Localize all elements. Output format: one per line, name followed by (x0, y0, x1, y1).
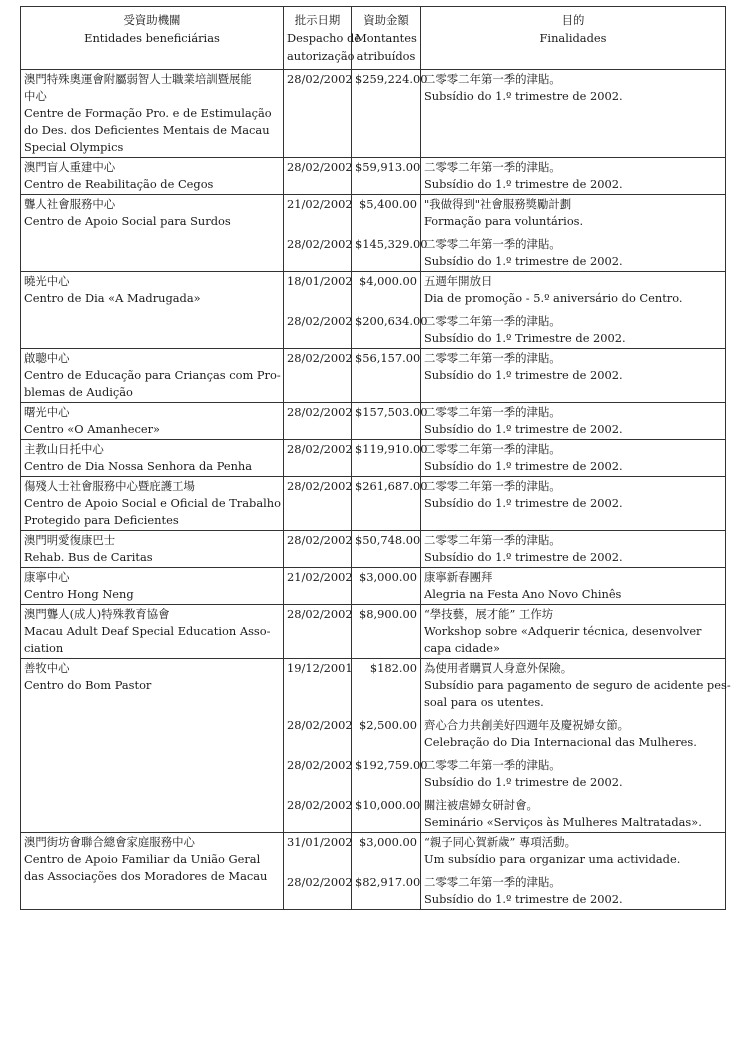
entity-cell (21, 568, 284, 605)
amount-cell (352, 568, 421, 605)
date-cell (284, 531, 352, 568)
entity-cell (21, 403, 284, 440)
blank-line (287, 330, 348, 347)
amount-cell (352, 659, 428, 833)
purpose-zh: 二零零二年第一季的津貼。 (424, 237, 561, 251)
purpose-pt: Subsídio do 1.º trimestre de 2002. (424, 89, 623, 103)
blank-line (287, 586, 348, 603)
header-amount-pt2: atribuídos (356, 49, 416, 63)
header-purpose-pt: Finalidades (539, 31, 607, 45)
purpose-cell (421, 272, 726, 349)
table-row (21, 349, 726, 403)
grant-amount: $4,000.00 (359, 274, 417, 288)
purpose-pt: Subsídio do 1.º trimestre de 2002. (424, 459, 623, 473)
blank-line (355, 213, 417, 230)
table-body (21, 70, 731, 910)
date-cell (284, 195, 352, 272)
grant-date: 28/02/2002 (287, 72, 353, 86)
purpose-pt: Alegria na Festa Ano Novo Chinês (424, 587, 622, 601)
date-cell (284, 833, 352, 910)
amount-cell (352, 195, 428, 272)
entity-line: 傷殘人士社會服務中心暨庇護工場 (24, 479, 195, 493)
blank-line (355, 694, 417, 711)
header-entities-pt: Entidades beneficiárias (84, 31, 220, 45)
entity-cell (21, 349, 284, 403)
purpose-cell (421, 195, 726, 272)
header-date (284, 7, 362, 70)
purpose-zh: 二零零二年第一季的津貼。 (424, 351, 561, 365)
grant-amount: $8,900.00 (359, 607, 417, 621)
entity-cell (21, 833, 284, 910)
table-row (21, 195, 726, 272)
blank-line (355, 623, 417, 640)
date-cell (284, 158, 352, 195)
entity-line: 曉光中心 (24, 274, 70, 288)
purpose-zh: “親子同心賀新歲” 專項活動。 (424, 835, 576, 849)
grant-date: 21/02/2002 (287, 570, 353, 584)
entity-line: 澳門街坊會聯合總會家庭服務中心 (24, 835, 195, 849)
entity-line: Centro de Reabilitação de Cegos (24, 177, 214, 191)
blank-line (355, 774, 417, 791)
blank-line (287, 694, 348, 711)
grant-amount: $259,224.00 (355, 72, 428, 86)
grant-amount: $82,917.00 (355, 875, 421, 889)
amount-cell (352, 158, 421, 195)
entity-line: 主教山日托中心 (24, 442, 104, 456)
blank-line (355, 88, 417, 105)
blank-line (287, 640, 348, 657)
entity-cell (21, 440, 284, 477)
grant-date: 28/02/2002 (287, 442, 353, 456)
purpose-cell (421, 531, 726, 568)
blank-line (355, 176, 417, 193)
amount-cell (352, 833, 421, 910)
blank-line (287, 734, 348, 751)
amount-cell (352, 531, 421, 568)
table-row (21, 605, 726, 659)
grant-amount: $200,634.00 (355, 314, 428, 328)
grant-amount: $182.00 (369, 661, 417, 675)
grant-date: 28/02/2002 (287, 405, 353, 419)
purpose-pt: Celebração do Dia Internacional das Mulheres. (424, 735, 697, 749)
purpose-cell (421, 403, 726, 440)
entity-cell (21, 531, 284, 568)
purpose-zh: 關注被虐婦女研討會。 (424, 798, 538, 812)
entity-line: 澳門明愛復康巴士 (24, 533, 116, 547)
grant-amount: $50,748.00 (355, 533, 421, 547)
purpose-zh: 二零零二年第一季的津貼。 (424, 758, 561, 772)
entity-line: Centro de Dia «A Madrugada» (24, 291, 201, 305)
date-cell (284, 272, 352, 349)
blank-line (287, 814, 348, 831)
entity-line: blemas de Audição (24, 385, 133, 399)
grant-amount: $10,000.00 (355, 798, 421, 812)
table-row (21, 70, 726, 158)
date-cell (284, 440, 352, 477)
grant-amount: $261,687.00 (355, 479, 428, 493)
grant-date: 28/02/2002 (287, 758, 353, 772)
purpose-cell (421, 833, 726, 910)
entity-cell (21, 477, 284, 531)
grant-date: 28/02/2002 (287, 314, 353, 328)
purpose-pt: Subsídio do 1.º trimestre de 2002. (424, 254, 623, 268)
blank-line (287, 176, 348, 193)
amount-cell (352, 605, 421, 659)
table-row (21, 440, 726, 477)
purpose-zh: “學技藝，展才能” 工作坊 (424, 607, 554, 621)
blank-line (287, 213, 348, 230)
amount-cell (352, 349, 421, 403)
purpose-zh: 五週年開放日 (424, 274, 493, 288)
blank-line (355, 677, 417, 694)
header-date-pt1: Despacho de (287, 31, 362, 45)
purpose-cell (421, 605, 726, 659)
table-row (21, 477, 726, 531)
grant-amount: $2,500.00 (359, 718, 417, 732)
date-cell (284, 70, 352, 158)
blank-line (355, 253, 417, 270)
entity-line: do Des. dos Deficientes Mentais de Macau (24, 123, 270, 137)
blank-line (287, 290, 348, 307)
header-purpose-zh: 目的 (561, 13, 585, 27)
purpose-pt: Subsídio do 1.º trimestre de 2002. (424, 422, 623, 436)
table-row (21, 272, 726, 349)
entity-cell (21, 272, 284, 349)
blank-line (287, 495, 348, 512)
grant-amount: $5,400.00 (359, 197, 417, 211)
grant-date: 28/02/2002 (287, 533, 353, 547)
purpose-cell (421, 70, 726, 158)
grant-amount: $119,910.00 (355, 442, 428, 456)
entity-line: Centro de Apoio Social e Oficial de Trabalho (24, 496, 281, 510)
grant-date: 28/02/2002 (287, 479, 353, 493)
grant-date: 21/02/2002 (287, 197, 353, 211)
entity-line: Centro de Dia Nossa Senhora da Penha (24, 459, 253, 473)
grant-date: 31/01/2002 (287, 835, 353, 849)
purpose-cell (421, 659, 731, 833)
purpose-zh: 二零零二年第一季的津貼。 (424, 479, 561, 493)
entity-cell (21, 195, 284, 272)
blank-line (355, 330, 417, 347)
entity-cell (21, 158, 284, 195)
amount-cell (352, 272, 428, 349)
grant-amount: $3,000.00 (359, 570, 417, 584)
blank-line (287, 891, 348, 908)
blank-line (355, 851, 417, 868)
entity-line: 澳門盲人重建中心 (24, 160, 116, 174)
header-amount-zh: 資助金額 (363, 13, 409, 27)
entity-cell (21, 659, 284, 833)
header-entities-zh: 受資助機關 (123, 13, 181, 27)
purpose-zh: 齊心合力共創美好四週年及慶祝婦女節。 (424, 718, 630, 732)
blank-line (287, 421, 348, 438)
purpose-cell (421, 158, 726, 195)
entity-line: Centro de Apoio Familiar da União Geral (24, 852, 261, 866)
entity-line: Protegido para Deficientes (24, 513, 179, 527)
blank-line (287, 623, 348, 640)
table-row (21, 531, 726, 568)
blank-line (355, 367, 417, 384)
entity-line: Rehab. Bus de Caritas (24, 550, 153, 564)
purpose-pt: Um subsídio para organizar uma actividade. (424, 852, 681, 866)
entity-cell (21, 605, 284, 659)
grant-date: 28/02/2002 (287, 718, 353, 732)
purpose-pt: Subsídio do 1.º trimestre de 2002. (424, 496, 623, 510)
entity-line: Centro de Educação para Crianças com Pro- (24, 368, 281, 382)
subsidy-table (20, 6, 731, 910)
grant-date: 19/12/2001 (287, 661, 353, 675)
blank-line (355, 814, 417, 831)
document-page (20, 6, 731, 910)
grant-amount: $157,503.00 (355, 405, 428, 419)
purpose-zh: 二零零二年第一季的津貼。 (424, 405, 561, 419)
entity-line: Centro «O Amanhecer» (24, 422, 160, 436)
amount-cell (352, 477, 428, 531)
blank-line (287, 851, 348, 868)
header-amount-pt1: Montantes (355, 31, 417, 45)
purpose-cell (421, 440, 726, 477)
entity-line: 啟聰中心 (24, 351, 70, 365)
date-cell (284, 659, 352, 833)
purpose-zh: 為使用者購買人身意外保險。 (424, 661, 573, 675)
purpose-pt: Workshop sobre «Adquerir técnica, desenvolver (424, 624, 702, 638)
purpose-pt: Subsídio do 1.º trimestre de 2002. (424, 892, 623, 906)
blank-line (355, 458, 417, 475)
purpose-zh: 二零零二年第一季的津貼。 (424, 875, 561, 889)
entity-line: 澳門特殊奧運會附屬弱智人士職業培訓暨展能 (24, 72, 252, 86)
table-row (21, 659, 726, 833)
entity-line: Centre de Formação Pro. e de Estimulação (24, 106, 272, 120)
grant-amount: $59,913.00 (355, 160, 421, 174)
date-cell (284, 605, 352, 659)
purpose-zh: 二零零二年第一季的津貼。 (424, 72, 561, 86)
entity-line: 善牧中心 (24, 661, 70, 675)
purpose-pt: Subsídio para pagamento de seguro de acidente pes- (424, 678, 731, 692)
entity-line: Centro do Bom Pastor (24, 678, 152, 692)
header-date-pt2: autorização (287, 49, 355, 63)
date-cell (284, 349, 352, 403)
purpose-pt: Subsídio do 1.º Trimestre de 2002. (424, 331, 626, 345)
header-amount (352, 7, 421, 70)
grant-date: 28/02/2002 (287, 798, 353, 812)
table-row (21, 568, 726, 605)
grant-date: 18/01/2002 (287, 274, 353, 288)
entity-line: 中心 (24, 89, 47, 103)
purpose-pt: Dia de promoção - 5.º aniversário do Centro. (424, 291, 683, 305)
grant-amount: $56,157.00 (355, 351, 421, 365)
entity-line: 澳門聾人(成人)特殊教育協會 (24, 607, 170, 621)
amount-cell (352, 70, 428, 158)
header-entities (21, 7, 284, 70)
purpose-zh: "我做得到"社會服務獎勵計劃 (424, 197, 572, 211)
date-cell (284, 568, 352, 605)
table-row (21, 158, 726, 195)
purpose-pt: capa cidade» (424, 641, 500, 655)
header-date-zh: 批示日期 (294, 13, 341, 27)
table-row (21, 833, 726, 910)
blank-line (355, 421, 417, 438)
entity-line: Centro de Apoio Social para Surdos (24, 214, 231, 228)
entity-line: 曙光中心 (24, 405, 70, 419)
entity-line: 聾人社會服務中心 (24, 197, 116, 211)
grant-amount: $145,329.00 (355, 237, 428, 251)
blank-line (287, 774, 348, 791)
grant-amount: $3,000.00 (359, 835, 417, 849)
purpose-zh: 二零零二年第一季的津貼。 (424, 533, 561, 547)
purpose-cell (421, 349, 726, 403)
blank-line (287, 458, 348, 475)
blank-line (287, 549, 348, 566)
blank-line (355, 495, 417, 512)
blank-line (355, 734, 417, 751)
grant-date: 28/02/2002 (287, 607, 353, 621)
purpose-pt: Subsídio do 1.º trimestre de 2002. (424, 368, 623, 382)
purpose-zh: 二零零二年第一季的津貼。 (424, 314, 561, 328)
header-purpose (421, 7, 726, 70)
blank-line (355, 549, 417, 566)
purpose-cell (421, 568, 726, 605)
purpose-pt: Subsídio do 1.º trimestre de 2002. (424, 550, 623, 564)
amount-cell (352, 403, 428, 440)
blank-line (355, 640, 417, 657)
amount-cell (352, 440, 428, 477)
purpose-cell (421, 477, 726, 531)
table-row (21, 403, 726, 440)
purpose-pt: Formação para voluntários. (424, 214, 584, 228)
entity-line: Macau Adult Deaf Special Education Asso- (24, 624, 271, 638)
grant-date: 28/02/2002 (287, 351, 353, 365)
purpose-zh: 康寧新春團拜 (424, 570, 493, 584)
purpose-pt: soal para os utentes. (424, 695, 544, 709)
entity-cell (21, 70, 284, 158)
entity-line: das Associações dos Moradores de Macau (24, 869, 268, 883)
entity-line: ciation (24, 641, 64, 655)
purpose-zh: 二零零二年第一季的津貼。 (424, 442, 561, 456)
table-header-row (21, 7, 726, 70)
grant-amount: $192,759.00 (355, 758, 428, 772)
grant-date: 28/02/2002 (287, 160, 353, 174)
grant-date: 28/02/2002 (287, 875, 353, 889)
entity-line: Centro Hong Neng (24, 587, 134, 601)
blank-line (355, 891, 417, 908)
entity-line: 康寧中心 (24, 570, 70, 584)
blank-line (287, 88, 348, 105)
entity-line: Special Olympics (24, 140, 124, 154)
grant-date: 28/02/2002 (287, 237, 353, 251)
blank-line (287, 367, 348, 384)
blank-line (355, 586, 417, 603)
purpose-pt: Subsídio do 1.º trimestre de 2002. (424, 177, 623, 191)
date-cell (284, 403, 352, 440)
blank-line (287, 253, 348, 270)
blank-line (287, 677, 348, 694)
purpose-pt: Seminário «Serviços às Mulheres Maltratadas». (424, 815, 702, 829)
date-cell (284, 477, 352, 531)
purpose-zh: 二零零二年第一季的津貼。 (424, 160, 561, 174)
purpose-pt: Subsídio do 1.º trimestre de 2002. (424, 775, 623, 789)
blank-line (355, 290, 417, 307)
